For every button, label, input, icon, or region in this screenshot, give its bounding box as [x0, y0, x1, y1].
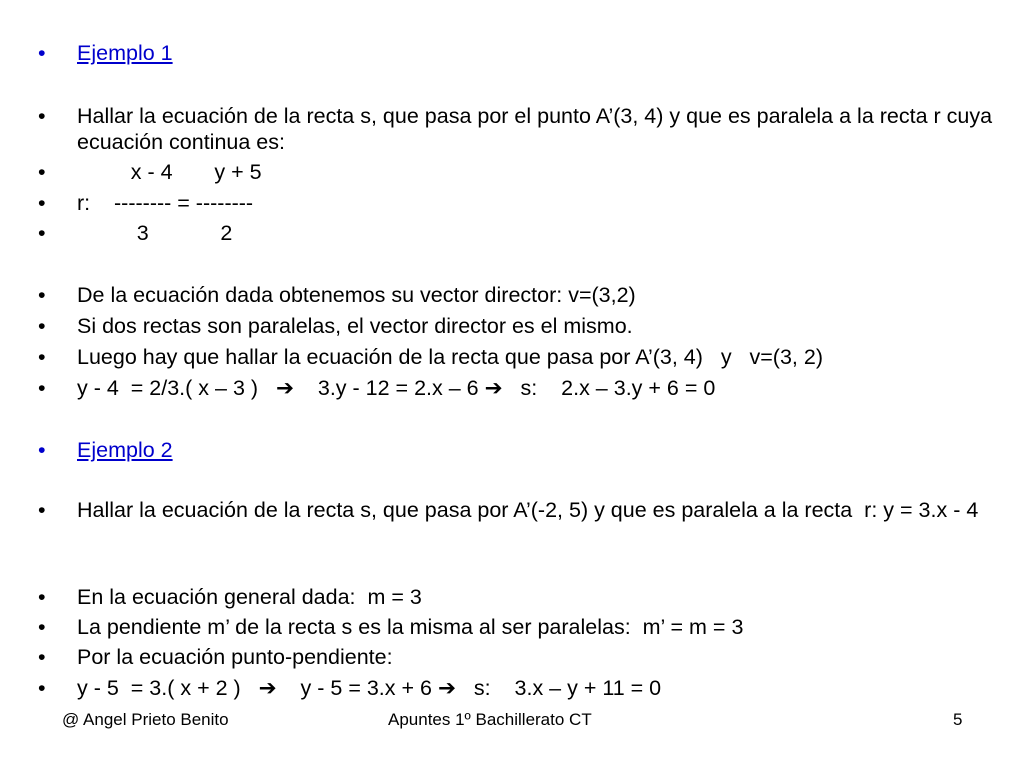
bullet: • — [38, 615, 46, 639]
bullet: • — [38, 585, 46, 609]
ej2-step2: La pendiente m’ de la recta s es la misma al ser paralelas: m’ = m = 3 — [77, 615, 744, 639]
ej1-step4-part-c: s: 2.x – 3.y + 6 = 0 — [502, 376, 716, 400]
bullet: • — [38, 41, 46, 65]
ej2-step1-item — [38, 584, 998, 610]
ej2-step4-part-b: y - 5 = 3.x + 6 — [276, 676, 438, 700]
footer-page-number: 5 — [953, 710, 963, 729]
ej1-equation-denominator-item — [38, 220, 998, 246]
ej1-step1-item — [38, 282, 998, 308]
bullet: • — [38, 438, 46, 462]
ej2-step4-item — [38, 675, 998, 702]
ej2-step2-item — [38, 614, 998, 640]
footer-author: @ Angel Prieto Benito — [62, 710, 229, 729]
ej2-step3: Por la ecuación punto-pendiente: — [77, 645, 393, 669]
right-arrow-icon: ➔ — [484, 376, 503, 401]
ej2-step3-item — [38, 644, 998, 670]
ej1-step2-item — [38, 313, 998, 339]
ejemplo2-title: Ejemplo 2 — [77, 438, 173, 462]
ej2-step4 — [77, 675, 998, 702]
right-arrow-icon: ➔ — [258, 676, 277, 701]
ej1-equation-fraction: r: -------- = -------- — [77, 191, 254, 215]
ej1-step3-item — [38, 344, 998, 370]
ejemplo2-heading-item — [38, 437, 998, 463]
ej1-equation-numerator: x - 4 y + 5 — [77, 160, 262, 184]
bullet: • — [38, 645, 46, 669]
bullet: • — [38, 221, 46, 245]
footer-course: Apuntes 1º Bachillerato CT — [388, 710, 592, 729]
ejemplo1-heading-item — [38, 40, 998, 66]
ejemplo1-title: Ejemplo 1 — [77, 41, 173, 65]
ej1-step4-item — [38, 375, 998, 402]
ej1-equation-fraction-item — [38, 190, 998, 216]
bullet: • — [38, 376, 46, 400]
ej1-step1: De la ecuación dada obtenemos su vector director: v=(3,2) — [77, 283, 636, 307]
right-arrow-icon: ➔ — [437, 676, 456, 701]
bullet: • — [38, 314, 46, 338]
ej1-statement-item — [38, 103, 998, 155]
bullet: • — [38, 283, 46, 307]
right-arrow-icon: ➔ — [275, 376, 294, 401]
bullet: • — [38, 676, 46, 700]
ej2-statement-item — [38, 497, 998, 523]
bullet: • — [38, 498, 46, 522]
ej1-step3: Luego hay que hallar la ecuación de la recta que pasa por A’(3, 4) y v=(3, 2) — [77, 345, 823, 369]
ej1-statement: Hallar la ecuación de la recta s, que pasa por el punto A’(3, 4) y que es paralela a la recta r cuya ecuación continua es: — [77, 104, 999, 154]
ej2-step4-part-c: s: 3.x – y + 11 = 0 — [455, 676, 662, 700]
ej1-step4-part-a: y - 4 = 2/3.( x – 3 ) — [77, 376, 276, 400]
ej1-equation-denominator: 3 2 — [77, 221, 233, 245]
bullet: • — [38, 345, 46, 369]
ej2-step4-part-a: y - 5 = 3.( x + 2 ) — [77, 676, 259, 700]
ej1-step4-part-b: 3.y - 12 = 2.x – 6 — [293, 376, 485, 400]
bullet: • — [38, 104, 46, 128]
ej1-equation-numerator-item — [38, 159, 998, 185]
ej2-step1: En la ecuación general dada: m = 3 — [77, 585, 422, 609]
ej2-statement: Hallar la ecuación de la recta s, que pasa por A’(-2, 5) y que es paralela a la recta r: y = 3.x - 4 — [77, 498, 979, 522]
bullet: • — [38, 191, 46, 215]
ej1-step4 — [77, 375, 998, 402]
ej1-step2: Si dos rectas son paralelas, el vector director es el mismo. — [77, 314, 633, 338]
bullet: • — [38, 160, 46, 184]
slide-footer — [0, 700, 1024, 740]
